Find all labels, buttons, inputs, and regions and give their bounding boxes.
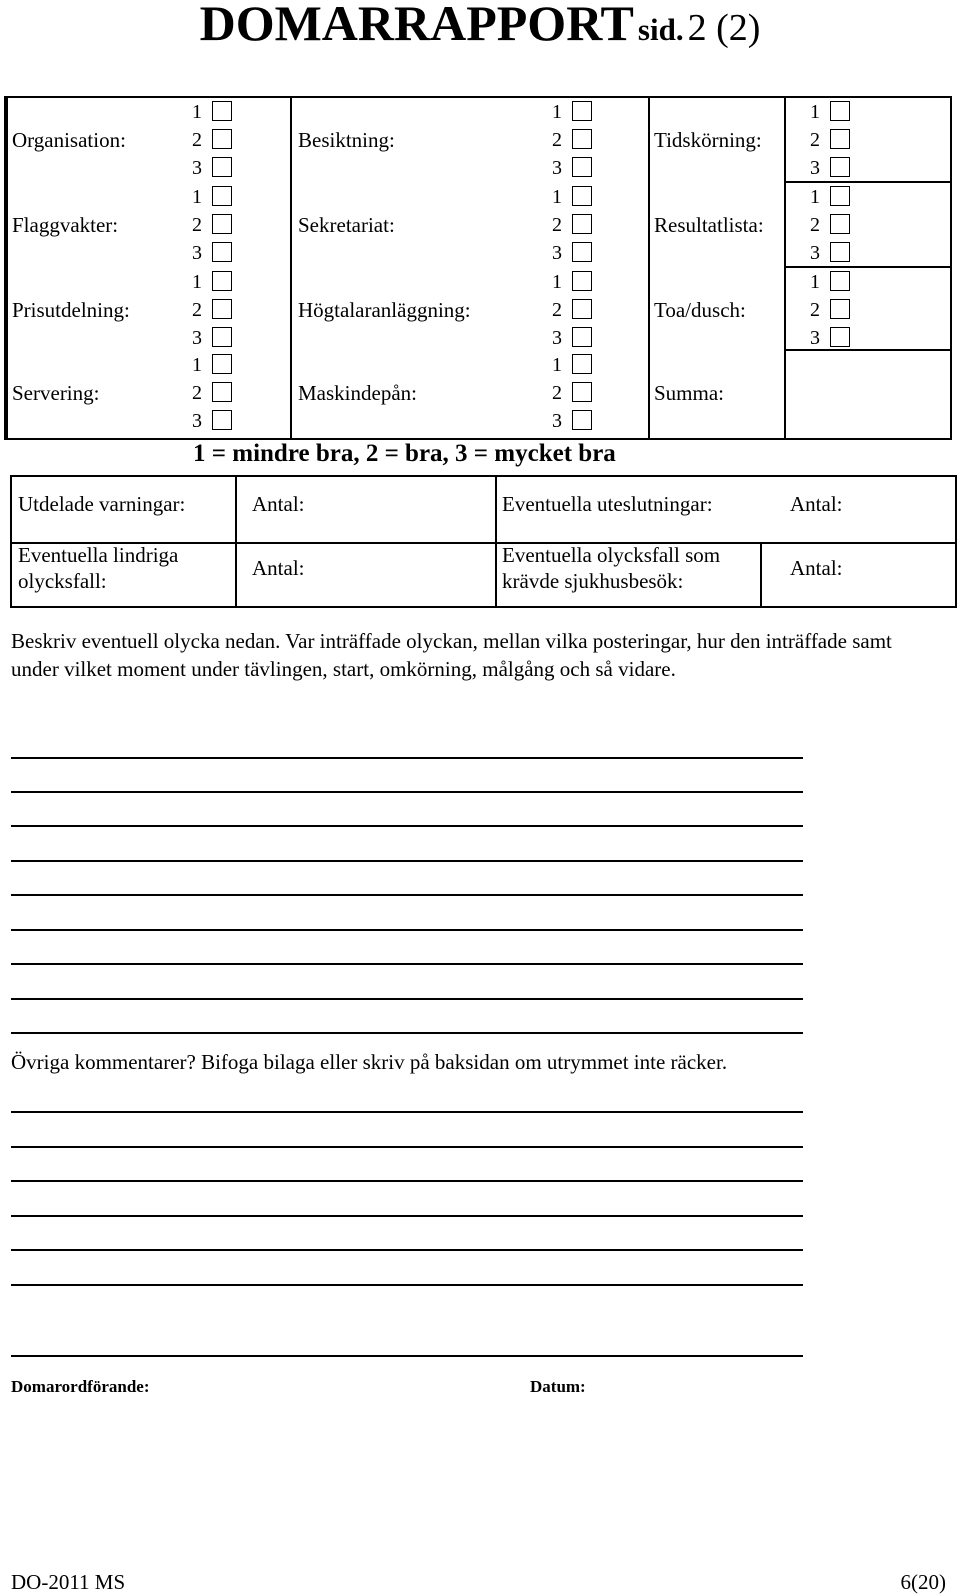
rating-checkbox[interactable] [212, 354, 232, 374]
rating-checkbox[interactable] [212, 327, 232, 347]
rating-checkbox[interactable] [212, 382, 232, 402]
writing-line[interactable] [11, 894, 803, 896]
rating-label-2-3: Summa: [654, 381, 725, 405]
rating-options [810, 268, 850, 352]
rating-label-1-1: Sekretariat: [298, 213, 395, 237]
rating-number: 1 [552, 186, 562, 208]
warnings-label: Utdelade varningar: [18, 492, 186, 516]
rating-checkbox[interactable] [572, 129, 592, 149]
writing-line[interactable] [11, 860, 803, 862]
rating-number: 2 [192, 382, 202, 404]
rating-number: 2 [192, 214, 202, 236]
rating-number: 2 [192, 299, 202, 321]
rating-label-0-0: Organisation: [12, 128, 126, 152]
rating-label-2-2: Toa/dusch: [654, 298, 746, 322]
rating-options [192, 98, 232, 182]
rating-number: 3 [552, 410, 562, 432]
rating-options [192, 268, 232, 352]
rating-label-1-0: Besiktning: [298, 128, 395, 152]
rating-number: 3 [810, 242, 820, 264]
rating-options [552, 351, 592, 435]
writing-line[interactable] [11, 1284, 803, 1286]
rating-number: 1 [192, 101, 202, 123]
rating-number: 1 [552, 354, 562, 376]
rating-number: 1 [552, 271, 562, 293]
exclusions-count-label: Antal: [790, 492, 843, 516]
rating-checkbox[interactable] [830, 271, 850, 291]
footer-code: DO-2011 MS [11, 1570, 126, 1594]
writing-line[interactable] [11, 791, 803, 793]
other-comments-label: Övriga kommentarer? Bifoga bilaga eller skriv på baksidan om utrymmet inte räcker. [11, 1050, 728, 1074]
rating-checkbox[interactable] [212, 129, 232, 149]
rating-number: 3 [552, 157, 562, 179]
rating-options [192, 183, 232, 267]
minor-count-label: Antal: [252, 556, 305, 580]
chair-label: Domarordförande: [11, 1377, 150, 1396]
rating-number: 2 [552, 214, 562, 236]
rating-legend: 1 = mindre bra, 2 = bra, 3 = mycket bra [193, 440, 616, 467]
rating-number: 3 [192, 157, 202, 179]
rating-options [810, 183, 850, 267]
rating-checkbox[interactable] [572, 410, 592, 430]
rating-checkbox[interactable] [830, 242, 850, 262]
writing-line[interactable] [11, 1032, 803, 1034]
rating-checkbox[interactable] [830, 327, 850, 347]
incident-table [10, 475, 957, 608]
rating-number: 3 [552, 327, 562, 349]
rating-options [552, 268, 592, 352]
rating-number: 3 [192, 242, 202, 264]
rating-number: 1 [810, 101, 820, 123]
rating-number: 3 [810, 157, 820, 179]
rating-options [552, 183, 592, 267]
rating-checkbox[interactable] [212, 242, 232, 262]
hospital-accidents-label: Eventuella olycksfall som krävde sjukhusbesök: [502, 543, 721, 593]
rating-checkbox[interactable] [572, 101, 592, 121]
rating-number: 2 [810, 129, 820, 151]
rating-checkbox[interactable] [212, 214, 232, 234]
rating-number: 3 [552, 242, 562, 264]
rating-checkbox[interactable] [572, 214, 592, 234]
rating-checkbox[interactable] [572, 382, 592, 402]
date-label: Datum: [530, 1377, 586, 1396]
rating-number: 3 [810, 327, 820, 349]
footer-page: 6(20) [900, 1570, 946, 1594]
rating-number: 1 [192, 354, 202, 376]
writing-line[interactable] [11, 963, 803, 965]
rating-number: 1 [192, 271, 202, 293]
sid-label: sid. [637, 12, 684, 47]
rating-label-0-3: Servering: [12, 381, 100, 405]
rating-checkbox[interactable] [830, 129, 850, 149]
page-title [0, 0, 960, 52]
rating-checkbox[interactable] [572, 271, 592, 291]
rating-checkbox[interactable] [212, 157, 232, 177]
writing-line[interactable] [11, 1146, 803, 1148]
page-indicator: 2 (2) [687, 7, 761, 49]
writing-line[interactable] [11, 1215, 803, 1217]
rating-checkbox[interactable] [572, 157, 592, 177]
writing-line[interactable] [11, 757, 803, 759]
rating-checkbox[interactable] [830, 299, 850, 319]
rating-label-1-3: Maskindepån: [298, 381, 417, 405]
writing-line[interactable] [11, 998, 803, 1000]
rating-number: 1 [552, 101, 562, 123]
rating-checkbox[interactable] [572, 242, 592, 262]
signature-line[interactable] [11, 1355, 803, 1357]
rating-label-1-2: Högtalaranläggning: [298, 298, 471, 322]
writing-line[interactable] [11, 825, 803, 827]
accident-description-instructions: Beskriv eventuell olycka nedan. Var inträffade olyckan, mellan vilka posteringar, hur den inträffade samt under vilket moment under tävlingen, start, omkörning, målgång och så vidare. [11, 629, 892, 681]
writing-line[interactable] [11, 1180, 803, 1182]
rating-options [810, 98, 850, 182]
rating-label-0-1: Flaggvakter: [12, 213, 119, 237]
rating-number: 2 [192, 129, 202, 151]
warnings-count-label: Antal: [252, 492, 305, 516]
rating-number: 2 [552, 299, 562, 321]
report-title: DOMARRAPPORT [199, 0, 634, 51]
rating-number: 1 [192, 186, 202, 208]
rating-number: 2 [810, 299, 820, 321]
rating-number: 1 [810, 271, 820, 293]
rating-label-2-0: Tidskörning: [654, 128, 762, 152]
rating-checkbox[interactable] [830, 157, 850, 177]
rating-checkbox[interactable] [212, 271, 232, 291]
rating-checkbox[interactable] [212, 186, 232, 206]
rating-number: 2 [810, 214, 820, 236]
rating-checkbox[interactable] [830, 214, 850, 234]
rating-number: 1 [810, 186, 820, 208]
rating-number: 3 [192, 410, 202, 432]
exclusions-label: Eventuella uteslutningar: [502, 492, 713, 516]
rating-number: 3 [192, 327, 202, 349]
rating-checkbox[interactable] [572, 299, 592, 319]
rating-checkbox[interactable] [572, 186, 592, 206]
rating-checkbox[interactable] [830, 186, 850, 206]
rating-checkbox[interactable] [572, 354, 592, 374]
rating-number: 2 [552, 382, 562, 404]
writing-line[interactable] [11, 929, 803, 931]
rating-grid [4, 96, 952, 440]
rating-checkbox[interactable] [212, 410, 232, 430]
rating-checkbox[interactable] [572, 327, 592, 347]
rating-label-0-2: Prisutdelning: [12, 298, 130, 322]
rating-number: 2 [552, 129, 562, 151]
writing-line[interactable] [11, 1249, 803, 1251]
rating-checkbox[interactable] [212, 101, 232, 121]
rating-options [192, 351, 232, 435]
rating-checkbox[interactable] [830, 101, 850, 121]
rating-checkbox[interactable] [212, 299, 232, 319]
writing-line[interactable] [11, 1111, 803, 1113]
hospital-count-label: Antal: [790, 556, 843, 580]
rating-label-2-1: Resultatlista: [654, 213, 764, 237]
minor-accidents-label: Eventuella lindriga olycksfall: [18, 543, 179, 593]
rating-options [552, 98, 592, 182]
